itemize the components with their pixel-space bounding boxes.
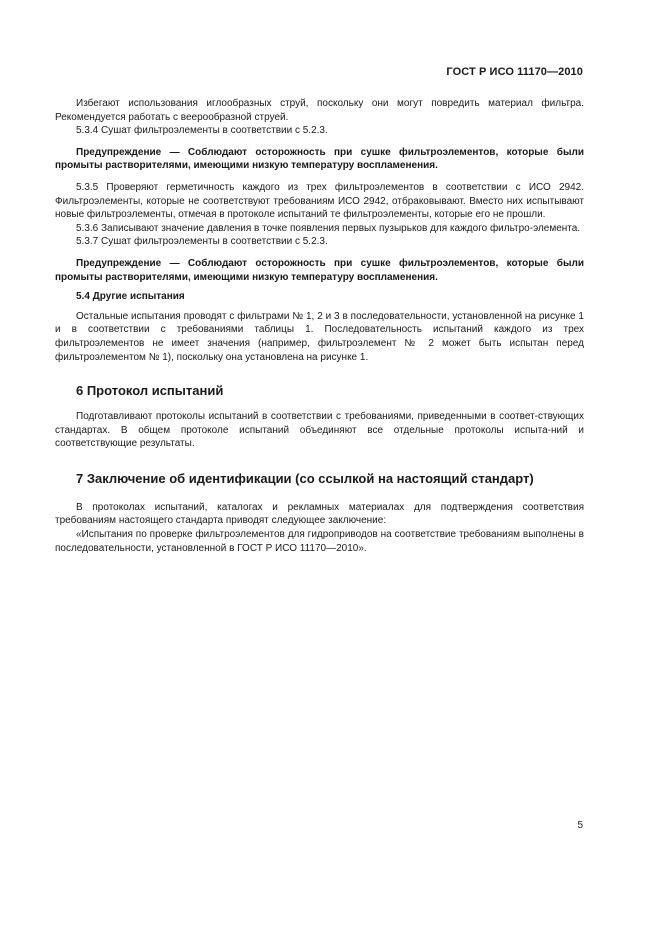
paragraph-5-3-7: 5.3.7 Сушат фильтроэлементы в соответствии с 5.2.3. [76,236,328,248]
paragraph-jet-warning: Избегают использования иглообразных струй, поскольку они могут повредить материал фильтра. Рекомендуется работать с веерообразной струей. [55,98,584,123]
paragraph-test-reports: Подготавливают протоколы испытаний в соответствии с требованиями, приведенными в соответ-ствующих стандартах. В общем протоколе испытаний объединяют все отдельные протоколы испыта-ний и соответствующие результаты. [55,411,584,450]
paragraph-5-3-4: 5.3.4 Сушат фильтроэлементы в соответствии с 5.2.3. [76,125,328,137]
paragraph-conclusion-quote: «Испытания по проверке фильтроэлементов для гидроприводов на соответствие требованиям выполнены в последовательности, установленной в ГОСТ Р ИСО 11170—2010». [55,529,584,554]
paragraph-conclusion-intro: В протоколах испытаний, каталогах и рекламных материалах для подтверждения соответствия требованиям настоящего стандарта приводят следующее заключение: [55,501,584,527]
page-number: 5 [577,820,583,831]
warning-drying-1: Предупреждение — Соблюдают осторожность при сушке фильтроэлементов, которые были промыты растворителями, имеющими низкую температуру воспламенения. [55,146,584,172]
document-body [55,97,584,555]
section-heading-6: 6 Протокол испытаний [76,383,224,399]
paragraph-5-3-5: 5.3.5 Проверяют герметичность каждого из трех фильтроэлементов в соответствии с ИСО 2942. Фильтроэлементы, которые не соответствуют требованиям ИСО 2942, отбраковывают. Вместо них испытывают новые фильтроэлементы, отмечая в протоколе испытаний те фильтроэлементы, которые его не прошли. [55,181,584,221]
warning-drying-2: Предупреждение — Соблюдают осторожность при сушке фильтроэлементов, которые были промыты растворителями, имеющими низкую температуру воспламенения. [55,257,584,283]
document-header: ГОСТ Р ИСО 11170—2010 [446,66,583,78]
paragraph-5-3-6: 5.3.6 Записывают значение давления в точке появления первых пузырьков для каждого фильтро-элемента. [76,222,581,234]
paragraph-other-tests: Остальные испытания проводят с фильтрами № 1, 2 и 3 в последовательности, установленной на рисунке 1 и в соответствии с требованиями таблицы 1. Последовательность испытаний каждого из трех фильтроэлементов не имеет значения (например, фильтроэлемент № 2 может быть испытан перед фильтроэлементом № 1), поскольку она установлена на рисунке 1. [55,310,584,363]
subsection-heading-5-4: 5.4 Другие испытания [76,291,185,303]
section-heading-7: 7 Заключение об идентификации (со ссылкой на настоящий стандарт) [76,470,534,486]
